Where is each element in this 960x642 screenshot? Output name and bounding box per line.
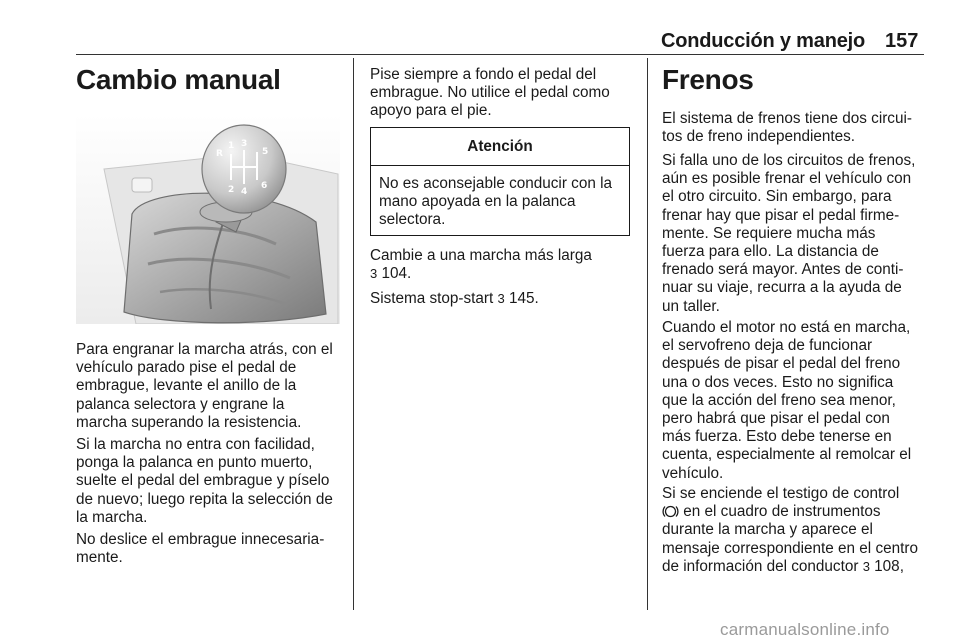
text-line: marcha superando la resistencia. <box>76 413 302 431</box>
text-line: selectora. <box>379 211 446 229</box>
text-line: No es aconsejable conducir con la <box>379 175 612 192</box>
text-line: vehículo parado pise el pedal de <box>76 359 297 377</box>
paragraph-gear-not-engaging <box>76 436 333 527</box>
text-line: un taller. <box>662 297 720 315</box>
gear-shift-illustration <box>76 114 340 324</box>
paragraph-higher-gear <box>370 247 592 283</box>
header-rule <box>76 54 924 55</box>
text-line: ponga la palanca en punto muerto, <box>76 454 313 472</box>
column-divider-right <box>647 58 648 610</box>
text-line-with-icon <box>662 503 918 521</box>
text-line: una o dos veces. Esto no significa <box>662 373 894 391</box>
text-line: de nuevo; luego repita la selección de <box>76 490 333 508</box>
paragraph-clutch-pedal <box>370 66 610 121</box>
text-line: embrague, levante el anillo de la <box>76 377 297 395</box>
text-line: Si falla uno de los circuitos de frenos, <box>662 152 916 169</box>
text-line: que la acción del freno sea menor, <box>662 391 896 409</box>
notice-box <box>370 127 630 236</box>
notice-body <box>371 166 629 230</box>
column-divider-left <box>353 58 354 610</box>
shift-pattern-label: 6 <box>261 181 268 191</box>
text-fragment: de información del conductor <box>662 557 859 575</box>
text-line: el servofreno deja de funcionar <box>662 337 873 355</box>
text-line: vehículo. <box>662 464 724 482</box>
cross-reference-link[interactable]: 104. <box>381 265 412 283</box>
watermark: carmanualsonline.info <box>720 620 890 639</box>
text-line: mano apoyada en la palanca <box>379 193 576 211</box>
text-line: El sistema de frenos tiene dos circui- <box>662 110 912 127</box>
shift-pattern-label: 5 <box>262 147 269 157</box>
page-number: 157 <box>885 30 919 52</box>
text-line: Cambie a una marcha más larga <box>370 247 592 264</box>
text-line: el otro circuito. Sin embargo, para <box>662 188 892 206</box>
notice-title: Atención <box>371 128 629 166</box>
xref-line <box>662 558 918 576</box>
cross-reference-link[interactable]: 145. <box>509 290 539 307</box>
text-line: tos de freno independientes. <box>662 128 856 146</box>
text-line: aún es posible frenar el vehículo con <box>662 170 912 188</box>
shift-pattern-label: 2 <box>228 185 235 195</box>
brake-warning-icon <box>662 504 679 519</box>
text-line: Cuando el motor no está en marcha, <box>662 319 911 336</box>
text-line: frenado será mayor. Antes de conti- <box>662 261 904 279</box>
paragraph-dual-circuits <box>662 110 912 146</box>
text-line: mente. <box>76 549 123 567</box>
paragraph-clutch-slip <box>76 531 324 567</box>
text-line: Si se enciende el testigo de control <box>662 485 900 502</box>
text-line: mente. Se requiere mucha más <box>662 224 876 242</box>
running-header-title: Conducción y manejo <box>661 30 866 52</box>
text-line: más fuerza. Esto debe tenerse en <box>662 428 892 446</box>
shift-pattern-label: 4 <box>241 187 248 197</box>
text-line: después de pisar el pedal del freno <box>662 355 901 373</box>
xref-line <box>370 265 592 283</box>
text-line: Si la marcha no entra con facilidad, <box>76 436 315 453</box>
text-line: pero habrá que pisar el pedal con <box>662 410 890 428</box>
text-line: cuenta, especialmente al remolcar el <box>662 446 912 464</box>
text-line: fuerza para ello. La distancia de <box>662 243 879 261</box>
text-line: la marcha. <box>76 508 148 526</box>
text-line: Para engranar la marcha atrás, con el <box>76 341 333 358</box>
paragraph-stop-start <box>370 290 539 308</box>
text-line: embrague. No utilice el pedal como <box>370 84 610 102</box>
paragraph-circuit-failure <box>662 152 915 316</box>
text-fragment: en el cuadro de instrumentos <box>679 503 881 521</box>
cross-reference-icon: 3 <box>862 558 870 574</box>
text-line: nuar su viaje, recurra a la ayuda de <box>662 279 902 297</box>
text-line: Sistema stop-start <box>370 290 494 307</box>
text-line: apoyo para el pie. <box>370 102 492 120</box>
paragraph-warning-light <box>662 485 918 576</box>
text-line: Pise siempre a fondo el pedal del <box>370 66 597 83</box>
cross-reference-link[interactable]: 108, <box>874 557 904 575</box>
text-line: No deslice el embrague innecesaria- <box>76 531 325 548</box>
text-line: palanca selectora y engrane la <box>76 395 285 413</box>
paragraph-reverse-gear <box>76 341 333 432</box>
text-line: mensaje correspondiente en el centro <box>662 539 918 557</box>
section-heading-frenos: Frenos <box>662 64 754 95</box>
shift-pattern-label: 1 <box>228 141 235 151</box>
shift-pattern-label: R <box>216 149 223 159</box>
shift-pattern-label: 3 <box>241 139 248 149</box>
text-line: suelte el pedal del embrague y píselo <box>76 472 330 490</box>
paragraph-servo-brake <box>662 319 911 483</box>
text-line: durante la marcha y aparece el <box>662 521 873 539</box>
section-heading-cambio-manual: Cambio manual <box>76 64 281 95</box>
text-line: frenar hay que pisar el pedal firme- <box>662 206 900 224</box>
cross-reference-icon: 3 <box>497 291 505 306</box>
cross-reference-icon: 3 <box>370 266 378 282</box>
